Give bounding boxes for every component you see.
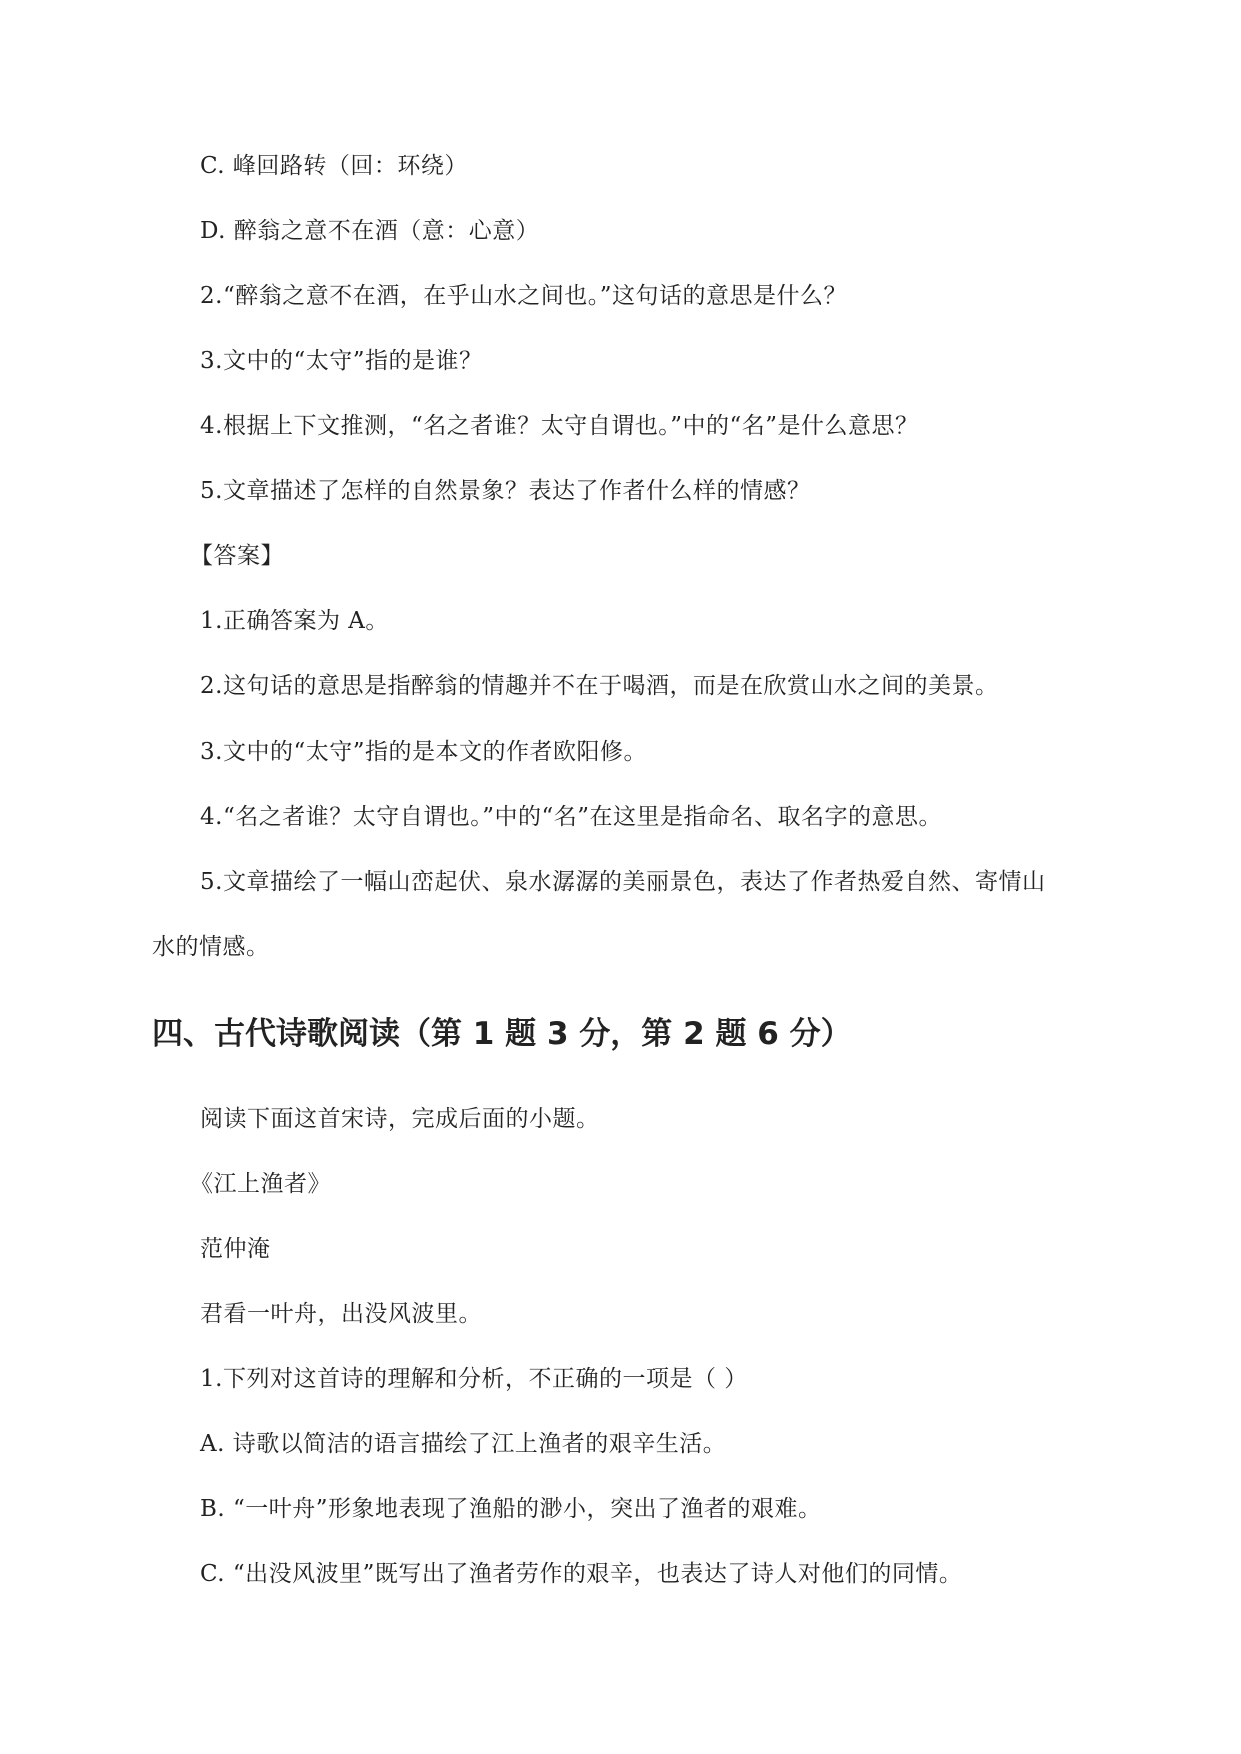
section-intro: 阅读下面这首宋诗，完成后面的小题。 [200, 1106, 600, 1132]
option-c-text: C. 峰回路转（回：环绕） [200, 153, 468, 179]
question-2: 2.“醉翁之意不在酒，在乎山水之间也。”这句话的意思是什么？ [200, 283, 847, 309]
answer-3: 3.文中的“太守”指的是本文的作者欧阳修。 [200, 739, 647, 765]
answer-label: 【答案】 [190, 543, 284, 569]
question-3: 3.文中的“太守”指的是谁？ [200, 348, 483, 374]
poem-author: 范仲淹 [200, 1236, 271, 1262]
poem-option-b: B. “一叶舟”形象地表现了渔船的渺小，突出了渔者的艰难。 [200, 1496, 822, 1522]
poem-question-1: 1.下列对这首诗的理解和分析，不正确的一项是（ ） [200, 1366, 748, 1392]
poem-option-c: C. “出没风波里”既写出了渔者劳作的艰辛，也表达了诗人对他们的同情。 [200, 1561, 963, 1587]
poem-line: 君看一叶舟，出没风波里。 [200, 1301, 482, 1327]
poem-option-a: A. 诗歌以简洁的语言描绘了江上渔者的艰辛生活。 [200, 1431, 727, 1457]
option-d-text: D. 醉翁之意不在酒（意：心意） [200, 218, 540, 244]
question-5: 5.文章描述了怎样的自然景象？表达了作者什么样的情感？ [200, 478, 811, 504]
poem-title: 《江上渔者》 [190, 1171, 331, 1197]
section-heading: 四、古代诗歌阅读（第 1 题 3 分，第 2 题 6 分） [152, 1016, 852, 1052]
answer-1: 1.正确答案为 A。 [200, 608, 389, 634]
question-4: 4.根据上下文推测，“名之者谁？太守自谓也。”中的“名”是什么意思？ [200, 413, 919, 439]
answer-5-line-1: 5.文章描绘了一幅山峦起伏、泉水潺潺的美丽景色，表达了作者热爱自然、寄情山 [200, 869, 1046, 895]
answer-2: 2.这句话的意思是指醉翁的情趣并不在于喝酒，而是在欣赏山水之间的美景。 [200, 673, 999, 699]
answer-4: 4.“名之者谁？太守自谓也。”中的“名”在这里是指命名、取名字的意思。 [200, 804, 942, 830]
answer-5-line-2: 水的情感。 [152, 934, 270, 960]
